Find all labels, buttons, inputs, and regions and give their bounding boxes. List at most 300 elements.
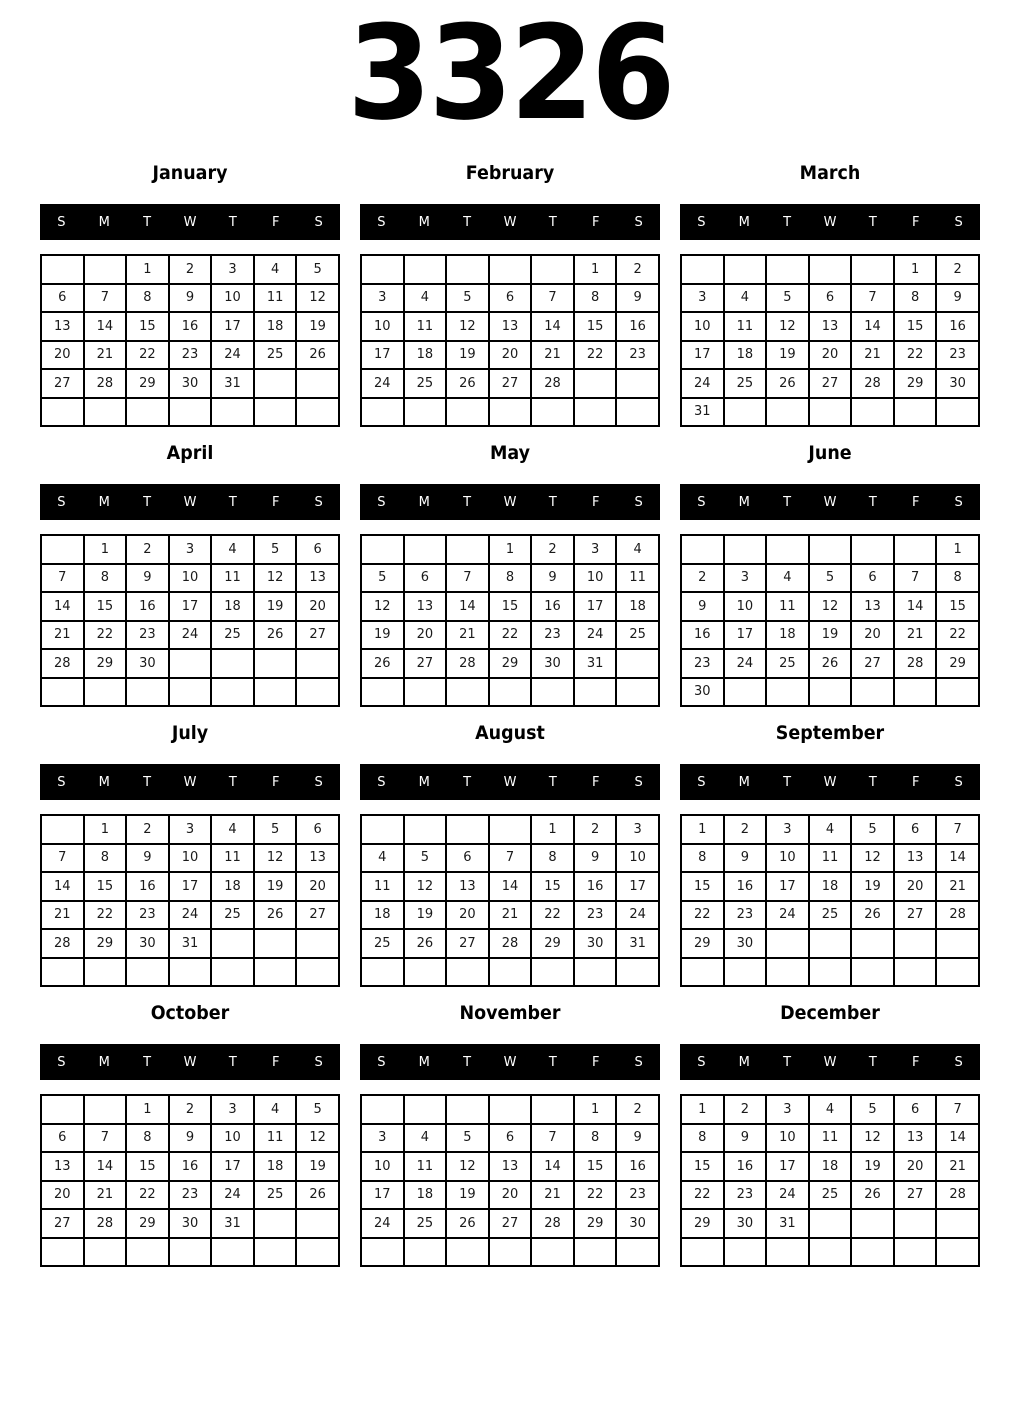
date-cell: 2 [169,1095,212,1124]
week-row [361,872,659,901]
day-header-cell: S [954,1054,963,1070]
date-cell: 26 [851,901,894,930]
empty-cell [254,398,297,427]
date-cell: 21 [531,1181,574,1210]
month-title: December [780,1002,880,1024]
empty-cell [361,1095,404,1124]
date-cell: 6 [296,815,339,844]
week-row [361,649,659,678]
empty-cell [404,255,447,284]
week-row [41,815,339,844]
date-cell: 23 [724,1181,767,1210]
date-cell: 17 [574,592,617,621]
date-cell: 31 [211,1209,254,1238]
date-cell: 3 [766,815,809,844]
date-cell: 14 [41,592,84,621]
empty-cell [616,678,659,707]
week-row [41,678,339,707]
date-cell: 27 [809,369,852,398]
date-cell: 23 [169,341,212,370]
week-row [361,1181,659,1210]
date-cell: 13 [41,312,84,341]
date-cell: 1 [84,815,127,844]
empty-cell [489,815,532,844]
date-cell: 20 [851,621,894,650]
empty-cell [296,958,339,987]
empty-cell [446,1095,489,1124]
date-cell: 2 [126,815,169,844]
day-header-cell: M [418,214,430,230]
date-cell: 16 [724,1152,767,1181]
date-cell: 5 [254,815,297,844]
date-cell: 26 [851,1181,894,1210]
date-cell: 22 [489,621,532,650]
empty-cell [894,398,937,427]
week-row [41,649,339,678]
empty-cell [809,398,852,427]
date-cell: 22 [126,341,169,370]
week-row [361,1124,659,1153]
week-row [41,1238,339,1267]
date-cell: 13 [446,872,489,901]
week-row [681,1095,979,1124]
date-cell: 17 [766,872,809,901]
date-cell: 16 [169,1152,212,1181]
date-cell: 12 [404,872,447,901]
date-cell: 7 [489,844,532,873]
date-cell: 23 [531,621,574,650]
date-cell: 4 [404,1124,447,1153]
empty-cell [41,255,84,284]
empty-cell [616,1238,659,1267]
date-cell: 4 [809,1095,852,1124]
date-cell: 8 [84,564,127,593]
week-row [361,1238,659,1267]
day-header-cell: M [738,774,750,790]
date-cell: 28 [531,1209,574,1238]
day-header-cell: S [377,494,386,510]
date-cell: 24 [361,1209,404,1238]
date-cell: 21 [84,1181,127,1210]
date-cell: 10 [766,844,809,873]
date-cell: 8 [126,1124,169,1153]
date-cell: 20 [489,1181,532,1210]
week-row [681,901,979,930]
date-cell: 21 [84,341,127,370]
week-row [681,678,979,707]
date-cell: 24 [169,901,212,930]
day-header-cell: W [503,214,517,230]
day-header-cell: M [738,214,750,230]
day-header-cell: T [463,1054,472,1070]
empty-cell [296,369,339,398]
empty-cell [404,398,447,427]
date-cell: 24 [681,369,724,398]
day-header-cell: S [634,494,643,510]
date-cell: 18 [809,1152,852,1181]
date-cell: 3 [574,535,617,564]
date-cell: 30 [574,929,617,958]
day-header-cell: S [697,494,706,510]
empty-cell [446,1238,489,1267]
date-cell: 15 [84,872,127,901]
date-cell: 8 [84,844,127,873]
date-cell: 19 [361,621,404,650]
week-row [681,958,979,987]
date-cell: 12 [254,844,297,873]
date-cell: 1 [574,1095,617,1124]
date-cell: 25 [766,649,809,678]
month-block [40,440,340,707]
date-cell: 17 [211,312,254,341]
day-header-cell: F [271,494,280,510]
date-cell: 18 [211,592,254,621]
empty-cell [766,535,809,564]
date-cell: 28 [446,649,489,678]
date-cell: 9 [724,844,767,873]
date-cell: 6 [894,1095,937,1124]
date-cell: 26 [296,1181,339,1210]
empty-cell [169,958,212,987]
week-row [361,564,659,593]
date-cell: 16 [169,312,212,341]
month-block [360,160,660,427]
date-cell: 24 [169,621,212,650]
empty-cell [766,958,809,987]
week-row [41,255,339,284]
date-cell: 1 [531,815,574,844]
date-cell: 20 [894,1152,937,1181]
date-cell: 8 [531,844,574,873]
date-cell: 17 [361,1181,404,1210]
empty-cell [936,1209,979,1238]
empty-cell [724,958,767,987]
week-row [41,369,339,398]
date-cell: 5 [296,1095,339,1124]
date-cell: 2 [724,815,767,844]
date-cell: 11 [404,312,447,341]
date-cell: 27 [489,369,532,398]
week-row [361,535,659,564]
date-cell: 4 [766,564,809,593]
day-header-cell: S [314,494,323,510]
date-cell: 6 [41,284,84,313]
date-cell: 21 [489,901,532,930]
date-cell: 11 [809,844,852,873]
date-cell: 15 [681,872,724,901]
empty-cell [574,1238,617,1267]
empty-cell [616,958,659,987]
date-cell: 3 [681,284,724,313]
date-cell: 3 [724,564,767,593]
date-cell: 27 [851,649,894,678]
empty-cell [574,958,617,987]
month-block [40,720,340,987]
week-row [681,398,979,427]
date-cell: 13 [809,312,852,341]
date-cell: 27 [296,901,339,930]
date-cell: 26 [254,901,297,930]
empty-cell [41,1238,84,1267]
week-row [41,872,339,901]
empty-cell [211,678,254,707]
week-row [41,312,339,341]
day-header-cell: F [911,214,920,230]
date-cell: 1 [936,535,979,564]
date-cell: 17 [169,592,212,621]
day-header-cell: T [228,494,237,510]
date-cell: 21 [851,341,894,370]
empty-cell [489,398,532,427]
date-cell: 7 [531,284,574,313]
day-header-cell: F [591,774,600,790]
date-cell: 4 [254,1095,297,1124]
empty-cell [41,398,84,427]
date-cell: 20 [41,1181,84,1210]
empty-cell [724,398,767,427]
day-header-cell: F [591,214,600,230]
day-header-row [40,204,340,240]
date-cell: 12 [296,1124,339,1153]
date-cell: 18 [766,621,809,650]
date-cell: 22 [936,621,979,650]
empty-cell [681,958,724,987]
date-cell: 7 [851,284,894,313]
date-cell: 31 [211,369,254,398]
empty-cell [851,255,894,284]
date-cell: 23 [681,649,724,678]
date-cell: 25 [616,621,659,650]
date-cell: 25 [254,1181,297,1210]
empty-cell [894,1209,937,1238]
date-cell: 9 [126,844,169,873]
date-cell: 28 [936,1181,979,1210]
calendar-grid [360,254,660,427]
day-header-cell: S [314,774,323,790]
empty-cell [574,398,617,427]
empty-cell [169,398,212,427]
date-cell: 16 [126,872,169,901]
empty-cell [296,678,339,707]
date-cell: 11 [724,312,767,341]
date-cell: 22 [574,341,617,370]
date-cell: 12 [851,844,894,873]
date-cell: 14 [41,872,84,901]
date-cell: 29 [574,1209,617,1238]
date-cell: 25 [361,929,404,958]
date-cell: 15 [126,312,169,341]
week-row [361,621,659,650]
date-cell: 3 [211,1095,254,1124]
date-cell: 18 [724,341,767,370]
date-cell: 2 [574,815,617,844]
day-header-cell: T [868,1054,877,1070]
day-header-cell: T [143,214,152,230]
empty-cell [361,958,404,987]
date-cell: 5 [851,815,894,844]
day-header-cell: W [823,494,837,510]
date-cell: 25 [254,341,297,370]
date-cell: 16 [531,592,574,621]
date-cell: 21 [446,621,489,650]
day-header-cell: S [57,774,66,790]
empty-cell [361,815,404,844]
week-row [681,312,979,341]
day-header-cell: W [823,774,837,790]
date-cell: 4 [809,815,852,844]
date-cell: 20 [296,872,339,901]
date-cell: 19 [254,592,297,621]
date-cell: 16 [616,1152,659,1181]
date-cell: 1 [489,535,532,564]
day-header-cell: S [954,494,963,510]
date-cell: 21 [936,872,979,901]
date-cell: 6 [489,284,532,313]
day-header-cell: F [271,214,280,230]
month-title: March [799,162,861,184]
date-cell: 29 [489,649,532,678]
empty-cell [894,1238,937,1267]
empty-cell [41,958,84,987]
day-header-cell: T [783,1054,792,1070]
date-cell: 14 [531,1152,574,1181]
date-cell: 10 [169,564,212,593]
date-cell: 26 [361,649,404,678]
date-cell: 5 [809,564,852,593]
day-header-cell: S [697,214,706,230]
date-cell: 18 [254,312,297,341]
day-header-cell: F [591,494,600,510]
date-cell: 22 [84,901,127,930]
week-row [681,815,979,844]
date-cell: 20 [809,341,852,370]
empty-cell [254,929,297,958]
date-cell: 27 [296,621,339,650]
date-cell: 12 [361,592,404,621]
date-cell: 24 [616,901,659,930]
empty-cell [169,649,212,678]
week-row [361,1152,659,1181]
empty-cell [936,678,979,707]
date-cell: 2 [126,535,169,564]
empty-cell [41,1095,84,1124]
date-cell: 13 [296,844,339,873]
date-cell: 27 [894,1181,937,1210]
date-cell: 28 [41,929,84,958]
month-title: September [775,722,885,744]
empty-cell [169,678,212,707]
date-cell: 5 [446,1124,489,1153]
day-header-row [40,764,340,800]
month-block [680,160,980,427]
day-header-cell: T [548,494,557,510]
date-cell: 6 [489,1124,532,1153]
date-cell: 9 [574,844,617,873]
date-cell: 27 [41,1209,84,1238]
day-header-cell: W [183,494,197,510]
week-row [361,369,659,398]
day-header-cell: M [738,1054,750,1070]
empty-cell [724,535,767,564]
day-header-cell: W [183,1054,197,1070]
date-cell: 11 [254,284,297,313]
date-cell: 29 [126,1209,169,1238]
date-cell: 19 [446,1181,489,1210]
empty-cell [894,929,937,958]
date-cell: 30 [169,1209,212,1238]
date-cell: 5 [404,844,447,873]
date-cell: 18 [254,1152,297,1181]
date-cell: 13 [894,1124,937,1153]
date-cell: 8 [936,564,979,593]
empty-cell [489,958,532,987]
date-cell: 26 [296,341,339,370]
date-cell: 23 [574,901,617,930]
month-title: June [808,442,852,464]
date-cell: 20 [894,872,937,901]
date-cell: 26 [766,369,809,398]
empty-cell [489,1238,532,1267]
date-cell: 15 [936,592,979,621]
date-cell: 3 [169,815,212,844]
date-cell: 15 [126,1152,169,1181]
day-header-cell: T [463,774,472,790]
date-cell: 16 [616,312,659,341]
date-cell: 4 [616,535,659,564]
date-cell: 29 [936,649,979,678]
date-cell: 23 [616,1181,659,1210]
date-cell: 8 [489,564,532,593]
date-cell: 14 [84,312,127,341]
date-cell: 1 [126,255,169,284]
date-cell: 19 [851,872,894,901]
empty-cell [894,958,937,987]
empty-cell [809,958,852,987]
date-cell: 4 [254,255,297,284]
day-header-row [360,1044,660,1080]
date-cell: 26 [404,929,447,958]
date-cell: 28 [84,1209,127,1238]
date-cell: 12 [446,1152,489,1181]
day-header-row [680,764,980,800]
date-cell: 31 [766,1209,809,1238]
month-block [360,440,660,707]
calendar-grid [360,1094,660,1267]
day-header-cell: S [634,1054,643,1070]
date-cell: 27 [489,1209,532,1238]
date-cell: 1 [126,1095,169,1124]
date-cell: 28 [489,929,532,958]
month-title: February [465,162,555,184]
date-cell: 11 [254,1124,297,1153]
empty-cell [894,678,937,707]
date-cell: 25 [404,1209,447,1238]
day-header-cell: S [377,214,386,230]
date-cell: 24 [766,1181,809,1210]
empty-cell [531,958,574,987]
week-row [41,1152,339,1181]
date-cell: 6 [296,535,339,564]
empty-cell [126,958,169,987]
month-title: October [150,1002,230,1024]
empty-cell [211,958,254,987]
date-cell: 10 [766,1124,809,1153]
week-row [361,398,659,427]
date-cell: 9 [616,1124,659,1153]
empty-cell [211,1238,254,1267]
date-cell: 30 [724,929,767,958]
empty-cell [211,398,254,427]
